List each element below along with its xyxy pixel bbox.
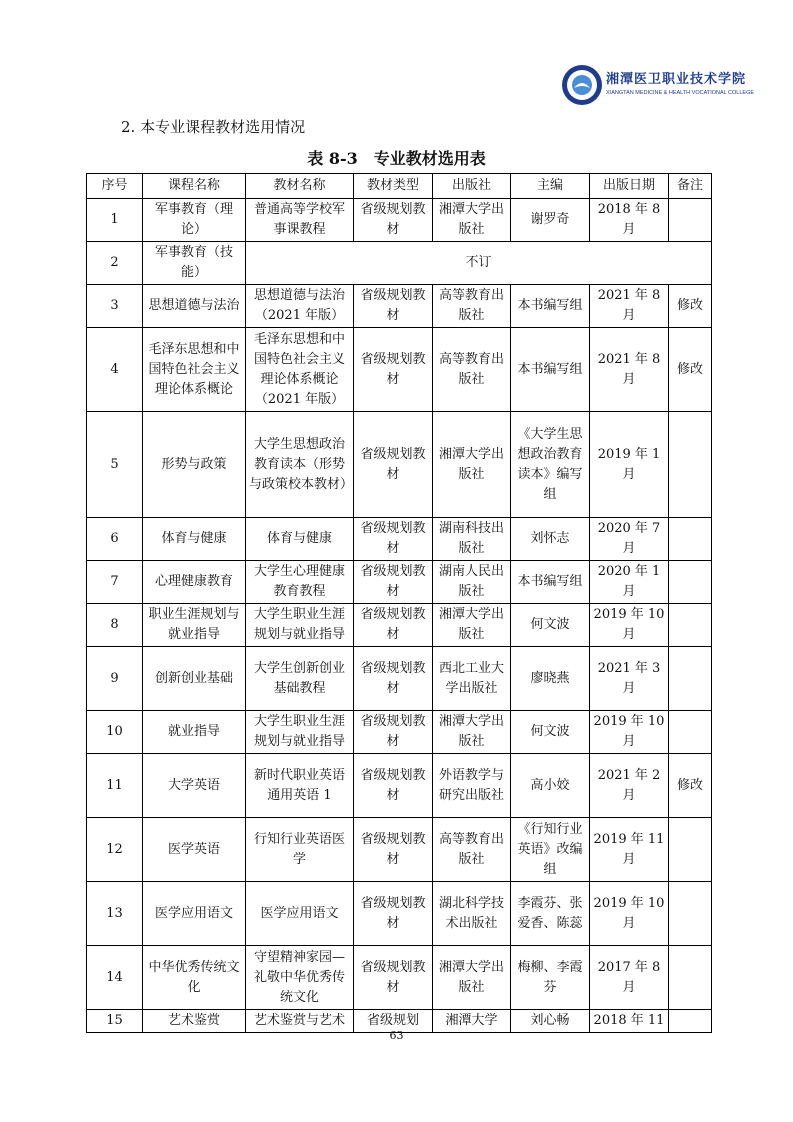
cell-merged: 不订 [246,242,712,285]
cell-date: 2017 年 8 月 [590,946,669,1010]
cell-book: 大学生创新创业基础教程 [246,647,354,711]
cell-date: 2019 年 10 月 [590,604,669,647]
table-caption: 表 8-3 专业教材选用表 [307,149,486,168]
cell-note [669,604,712,647]
cell-publisher: 湘潭大学 [433,1010,511,1033]
cell-course: 军事教育（技能） [143,242,246,285]
cell-book: 新时代职业英语通用英语 1 [246,754,354,818]
cell-note [669,199,712,242]
cell-book: 大学生思想政治教育读本（形势与政策校本教材） [246,412,354,518]
column-header: 教材类型 [354,174,433,199]
table-row [87,882,712,946]
table-row [87,711,712,754]
cell-date: 2020 年 1 月 [590,561,669,604]
cell-course: 医学应用语文 [143,882,246,946]
cell-publisher: 湘潭大学出版社 [433,199,511,242]
cell-type: 省级规划教材 [354,518,433,561]
cell-note [669,882,712,946]
cell-date: 2018 年 11 [590,1010,669,1033]
column-header: 课程名称 [143,174,246,199]
cell-no: 15 [87,1010,143,1033]
cell-course: 大学英语 [143,754,246,818]
logo-title: 湘潭医卫职业技术学院 [606,72,747,87]
table-header-row [87,174,712,199]
cell-publisher: 湘潭大学出版社 [433,604,511,647]
cell-course: 思想道德与法治 [143,285,246,328]
cell-publisher: 高等教育出版社 [433,328,511,412]
cell-course: 创新创业基础 [143,647,246,711]
cell-no: 4 [87,328,143,412]
cell-date: 2021 年 3 月 [590,647,669,711]
table-row [87,518,712,561]
cell-editor: 刘心畅 [511,1010,590,1033]
table-row [87,754,712,818]
cell-course: 体育与健康 [143,518,246,561]
cell-note [669,711,712,754]
table-row [87,818,712,882]
cell-no: 12 [87,818,143,882]
cell-book: 医学应用语文 [246,882,354,946]
cell-date: 2018 年 8 月 [590,199,669,242]
page-number: 63 [389,1029,404,1042]
cell-publisher: 湖北科学技术出版社 [433,882,511,946]
column-header: 备注 [669,174,712,199]
cell-date: 2021 年 8 月 [590,328,669,412]
section-title: 2. 本专业课程教材选用情况 [121,118,306,136]
cell-publisher: 高等教育出版社 [433,818,511,882]
cell-publisher: 湖南科技出版社 [433,518,511,561]
cell-publisher: 湘潭大学出版社 [433,412,511,518]
cell-note [669,561,712,604]
cell-type: 省级规划教材 [354,285,433,328]
cell-course: 职业生涯规划与就业指导 [143,604,246,647]
cell-book: 艺术鉴赏与艺术 [246,1010,354,1033]
cell-editor: 李霞芬、张爱香、陈蕊 [511,882,590,946]
cell-note: 修改 [669,285,712,328]
cell-type: 省级规划教材 [354,647,433,711]
cell-book: 普通高等学校军事课教程 [246,199,354,242]
cell-book: 大学生职业生涯规划与就业指导 [246,711,354,754]
table-row [87,412,712,518]
column-header: 出版日期 [590,174,669,199]
cell-date: 2019 年 10 月 [590,711,669,754]
cell-note [669,946,712,1010]
cell-course: 形势与政策 [143,412,246,518]
cell-type: 省级规划教材 [354,199,433,242]
cell-editor: 廖晓燕 [511,647,590,711]
cell-date: 2020 年 7 月 [590,518,669,561]
cell-editor: 本书编写组 [511,285,590,328]
table-row [87,647,712,711]
cell-no: 9 [87,647,143,711]
table-row [87,328,712,412]
cell-no: 7 [87,561,143,604]
cell-book: 毛泽东思想和中国特色社会主义理论体系概论（2021 年版） [246,328,354,412]
cell-type: 省级规划教材 [354,604,433,647]
column-header: 主编 [511,174,590,199]
cell-note: 修改 [669,328,712,412]
cell-book: 行知行业英语医学 [246,818,354,882]
table-row [87,285,712,328]
cell-course: 艺术鉴赏 [143,1010,246,1033]
cell-note [669,818,712,882]
cell-date: 2019 年 10 月 [590,882,669,946]
cell-course: 毛泽东思想和中国特色社会主义理论体系概论 [143,328,246,412]
cell-type: 省级规划教材 [354,561,433,604]
cell-editor: 本书编写组 [511,328,590,412]
cell-course: 就业指导 [143,711,246,754]
cell-course: 中华优秀传统文化 [143,946,246,1010]
cell-publisher: 西北工业大学出版社 [433,647,511,711]
cell-note [669,518,712,561]
cell-type: 省级规划 [354,1010,433,1033]
cell-no: 11 [87,754,143,818]
cell-editor: 本书编写组 [511,561,590,604]
table-row [87,561,712,604]
cell-note [669,647,712,711]
cell-type: 省级规划教材 [354,882,433,946]
cell-publisher: 外语教学与研究出版社 [433,754,511,818]
column-header: 教材名称 [246,174,354,199]
cell-no: 2 [87,242,143,285]
cell-editor: 何文波 [511,604,590,647]
cell-course: 心理健康教育 [143,561,246,604]
cell-publisher: 高等教育出版社 [433,285,511,328]
column-header: 序号 [87,174,143,199]
cell-date: 2021 年 2 月 [590,754,669,818]
cell-type: 省级规划教材 [354,754,433,818]
cell-course: 医学英语 [143,818,246,882]
cell-type: 省级规划教材 [354,328,433,412]
cell-editor: 《大学生思想政治教育读本》编写组 [511,412,590,518]
cell-no: 14 [87,946,143,1010]
cell-no: 8 [87,604,143,647]
cell-type: 省级规划教材 [354,818,433,882]
column-header: 出版社 [433,174,511,199]
cell-no: 1 [87,199,143,242]
cell-book: 守望精神家园—礼敬中华优秀传统文化 [246,946,354,1010]
cell-editor: 刘怀志 [511,518,590,561]
logo-subtitle: XIANGTAN MEDICINE & HEALTH VOCATIONAL COLLEGE [606,90,755,96]
cell-no: 3 [87,285,143,328]
table-row [87,604,712,647]
cell-no: 5 [87,412,143,518]
cell-date: 2019 年 1 月 [590,412,669,518]
table-row [87,199,712,242]
cell-type: 省级规划教材 [354,711,433,754]
cell-no: 13 [87,882,143,946]
cell-course: 军事教育（理论） [143,199,246,242]
cell-book: 大学生职业生涯规划与就业指导 [246,604,354,647]
cell-publisher: 湘潭大学出版社 [433,711,511,754]
cell-date: 2021 年 8 月 [590,285,669,328]
table-row [87,242,712,285]
cell-type: 省级规划教材 [354,946,433,1010]
cell-editor: 何文波 [511,711,590,754]
cell-editor: 高小姣 [511,754,590,818]
table-body [87,199,712,1033]
cell-book: 大学生心理健康教育教程 [246,561,354,604]
cell-editor: 谢罗奇 [511,199,590,242]
cell-editor: 《行知行业英语》改编组 [511,818,590,882]
cell-editor: 梅柳、李霞芬 [511,946,590,1010]
cell-publisher: 湖南人民出版社 [433,561,511,604]
cell-book: 思想道德与法治（2021 年版） [246,285,354,328]
textbook-table [86,173,712,1033]
cell-no: 10 [87,711,143,754]
cell-book: 体育与健康 [246,518,354,561]
cell-type: 省级规划教材 [354,412,433,518]
cell-note [669,412,712,518]
cell-publisher: 湘潭大学出版社 [433,946,511,1010]
cell-date: 2019 年 11 月 [590,818,669,882]
cell-note: 修改 [669,754,712,818]
table-row [87,946,712,1010]
cell-no: 6 [87,518,143,561]
